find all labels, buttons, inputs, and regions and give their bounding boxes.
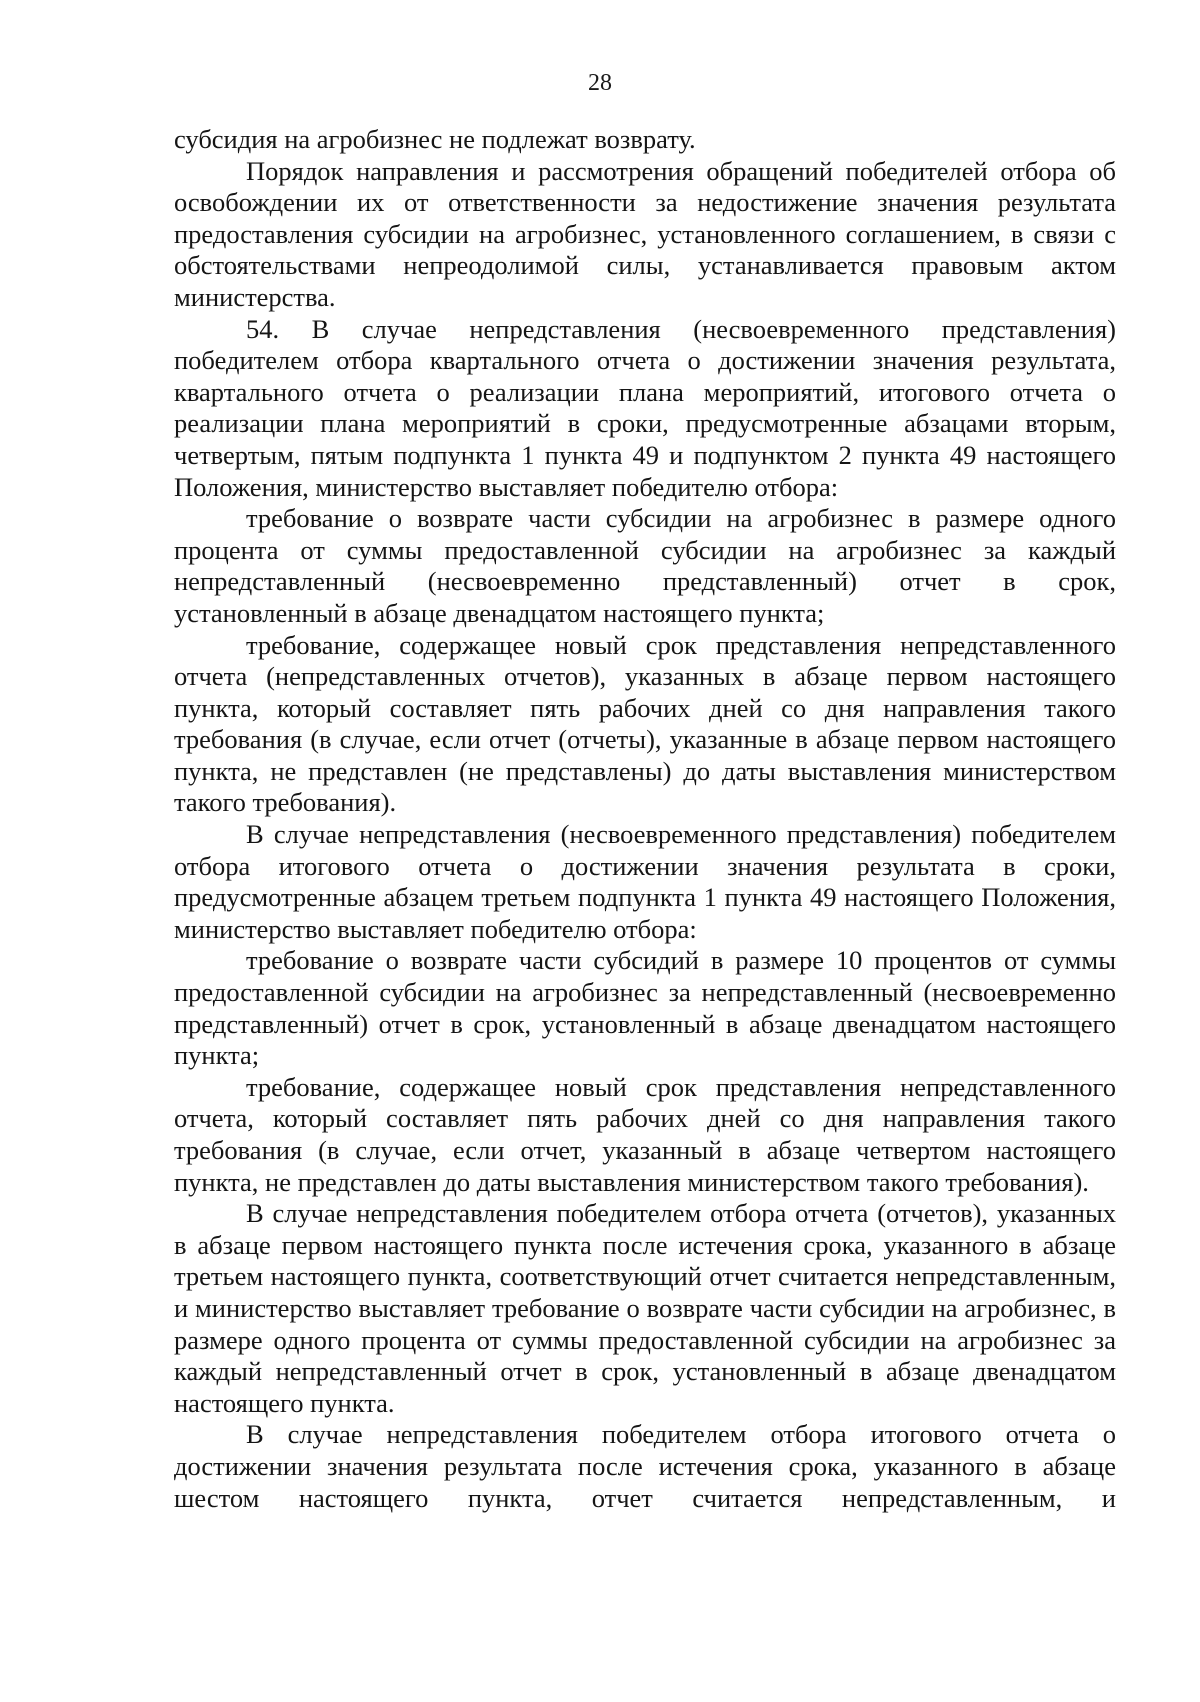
paragraph-item-54: 54. В случае непредставления (несвоевременного представления) победителем отбора квартального отчета о достижении значения результата, квартального отчета о реализации плана мероприятий, итогового отчета о реализации плана мероприятий в сроки, предусмотренные абзацами вторым, четвертым, пятым подпункта 1 пункта 49 и подпунктом 2 пункта 49 настоящего Положения, министерство выставляет победителю отбора: [174, 313, 1116, 502]
page-number: 28 [588, 70, 612, 96]
paragraph-force-majeure: Порядок направления и рассмотрения обращений победителей отбора об освобождении их от ответственности за недостижение значения результата предоставления субсидии на агробизнес, установленного соглашением, в связи с обстоятельствами непреодолимой силы, устанавливается правовым актом министерства. [174, 155, 1116, 312]
paragraph-continuation: субсидия на агробизнес не подлежат возврату. [174, 124, 696, 154]
paragraph-new-deadline-requirement: требование, содержащее новый срок представления непредставленного отчета (непредставленных отчетов), указанных в абзаце первом настоящего пункта, который составляет пять рабочих дней со дня направления такого требования (в случае, если отчет (отчеты), указанные в абзаце первом настоящего пункта, не представлен (не представлены) до даты выставления министерством такого требования). [174, 629, 1116, 818]
paragraph-refund-requirement: требование о возврате части субсидии на агробизнес в размере одного процента от суммы предоставленной субсидии на агробизнес за каждый непредставленный (несвоевременно представленный) отчет в срок, установленный в абзаце двенадцатом настоящего пункта; [174, 503, 1116, 628]
paragraph-final-report-case: В случае непредставления (несвоевременного представления) победителем отбора итогового отчета о достижении значения результата в сроки, предусмотренные абзацем третьем подпункта 1 пункта 49 настоящего Положения, министерство выставляет победителю отбора: [174, 819, 1116, 944]
paragraph-overdue-reports: В случае непредставления победителем отбора отчета (отчетов), указанных в абзаце первом настоящего пункта после истечения срока, указанного в абзаце третьем настоящего пункта, соответствующий отчет считается непредставленным, и министерство выставляет требование о возврате части субсидии на агробизнес, в размере одного процента от суммы предоставленной субсидии на агробизнес за каждый непредставленный отчет в срок, установленный в абзаце двенадцатом настоящего пункта. [174, 1198, 1116, 1418]
paragraph-ten-percent-refund: требование о возврате части субсидий в размере 10 процентов от суммы предоставленной субсидии на агробизнес за непредставленный (несвоевременно представленный) отчет в срок, установленный в абзаце двенадцатом настоящего пункта; [174, 945, 1116, 1071]
document-body [174, 124, 1116, 1514]
paragraph-overdue-final-report: В случае непредставления победителем отбора итогового отчета о достижении значения результата после истечения срока, указанного в абзаце шестом настоящего пункта, отчет считается непредставленным, и [174, 1419, 1116, 1513]
paragraph-final-report-new-deadline: требование, содержащее новый срок представления непредставленного отчета, который составляет пять рабочих дней со дня направления такого требования (в случае, если отчет, указанный в абзаце четвертом настоящего пункта, не представлен до даты выставления министерством такого требования). [174, 1071, 1116, 1197]
